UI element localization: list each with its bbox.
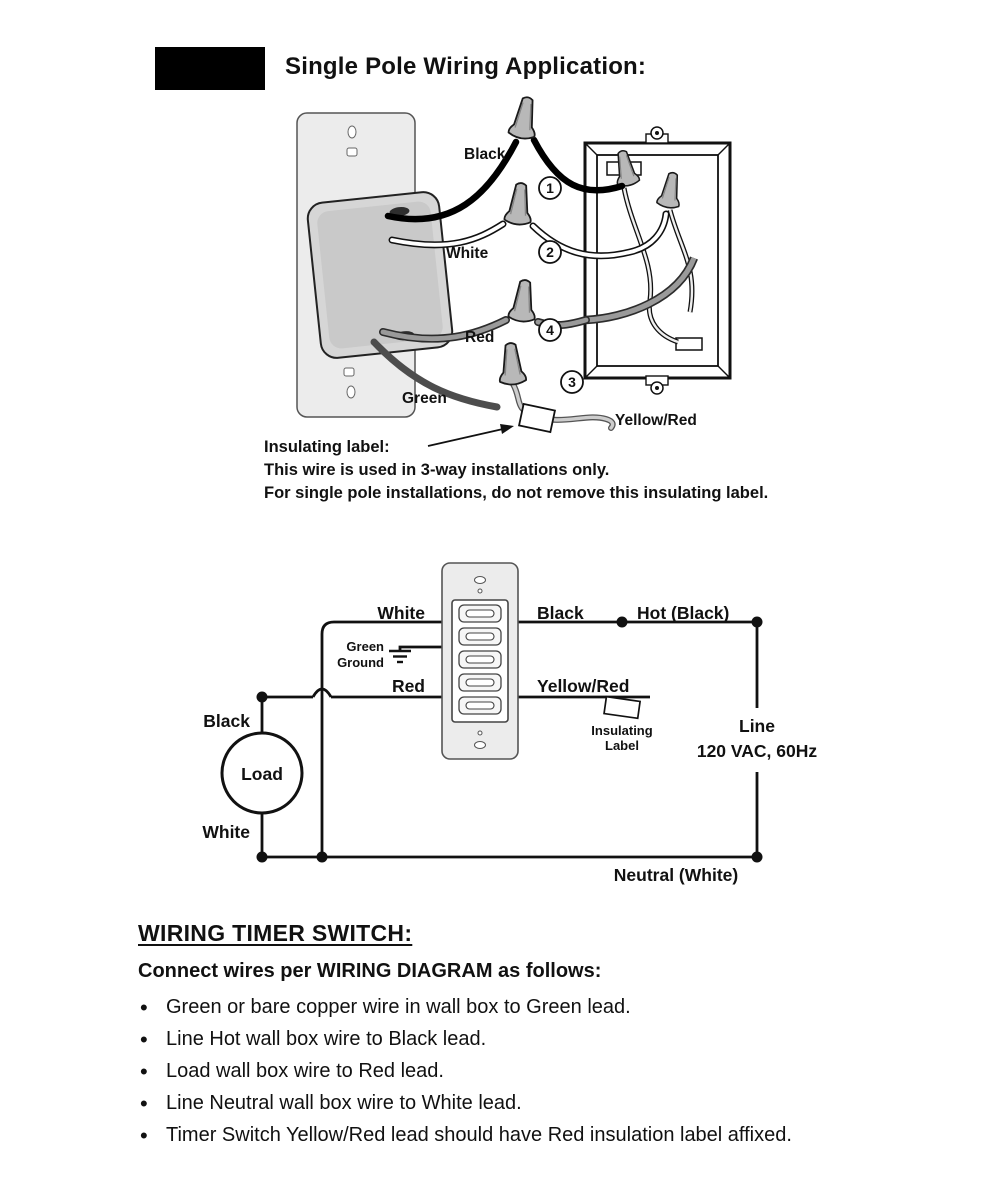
list-item-text: Timer Switch Yellow/Red lead should have Red insulation label affixed. [166,1124,792,1146]
schematic-insulating-label-tag [604,697,640,719]
yellow-red-wire-label: Yellow/Red [615,412,697,429]
list-item [138,1124,928,1147]
list-item [138,1028,928,1051]
list-item-text: Load wall box wire to Red lead. [166,1060,444,1082]
hot-label: Hot (Black) [637,603,730,623]
instructions-section [138,920,928,1156]
page-title: Single Pole Wiring Application: [285,53,647,80]
wall-box [585,127,730,394]
insulating-label-line2: Label [605,738,639,753]
feed-white-label: White [202,822,250,842]
callout-1 [539,177,561,199]
list-item-text: Green or bare copper wire in wall box to Green lead. [166,996,631,1018]
white-lead-label: White [377,603,425,623]
callout-2-number: 2 [546,244,554,260]
neutral-label: Neutral (White) [613,865,739,885]
green-lead-label: Green [346,639,384,654]
schematic-diagram [0,540,1000,900]
insulating-label-line1: Insulating [591,723,653,738]
ground-symbol [389,651,411,662]
red-lead-label: Red [391,676,425,696]
wire-nut-4 [508,279,539,323]
load-label: Load [241,764,283,784]
insulating-label-tag [519,404,555,432]
upper-wiring-diagram [0,0,1000,540]
callout-3-number: 3 [568,374,576,390]
callout-3 [561,371,583,393]
line-voltage-label: 120 VAC, 60Hz [696,741,818,761]
callout-4-number: 4 [546,322,554,338]
black-wire-label: Black [464,146,506,163]
black-lead-label: Black [537,603,584,623]
list-item [138,1060,928,1083]
wire-nut-3 [497,342,526,385]
callout-arrow-head [500,424,514,434]
instructions-heading: WIRING TIMER SWITCH: [138,920,413,946]
green-ground-wire [400,647,442,650]
ground-label: Ground [337,655,384,670]
insulating-callout-title: Insulating label: [264,438,390,456]
wire-nut-1 [508,95,541,140]
callout-2 [539,241,561,263]
insulating-note-line2: For single pole installations, do not remove this insulating label. [264,484,769,502]
instructions-list [138,996,928,1147]
cable-clamp-bottom [676,338,702,350]
list-item-text: Line Hot wall box wire to Black lead. [166,1028,487,1050]
red-to-load-wire [262,697,313,733]
wire-nut-2 [504,182,535,226]
red-wire-label: Red [465,329,495,346]
instructions-subheading: Connect wires per WIRING DIAGRAM as follows: [138,960,602,982]
list-item-text: Line Neutral wall box wire to White lead. [166,1092,522,1114]
callout-1-number: 1 [546,180,554,196]
insulating-note-line1: This wire is used in 3-way installations only. [264,461,610,479]
switch-buttons [459,605,501,714]
callout-4 [539,319,561,341]
schematic-timer-switch [442,563,518,759]
line-label: Line [739,716,775,736]
callout-arrow-line [428,429,503,446]
feed-black-label: Black [203,711,250,731]
list-item [138,996,928,1019]
white-wire-label: White [446,245,489,262]
yellow-red-lead-label: Yellow/Red [537,676,630,696]
green-wire-label: Green [402,390,447,407]
list-item [138,1092,928,1115]
